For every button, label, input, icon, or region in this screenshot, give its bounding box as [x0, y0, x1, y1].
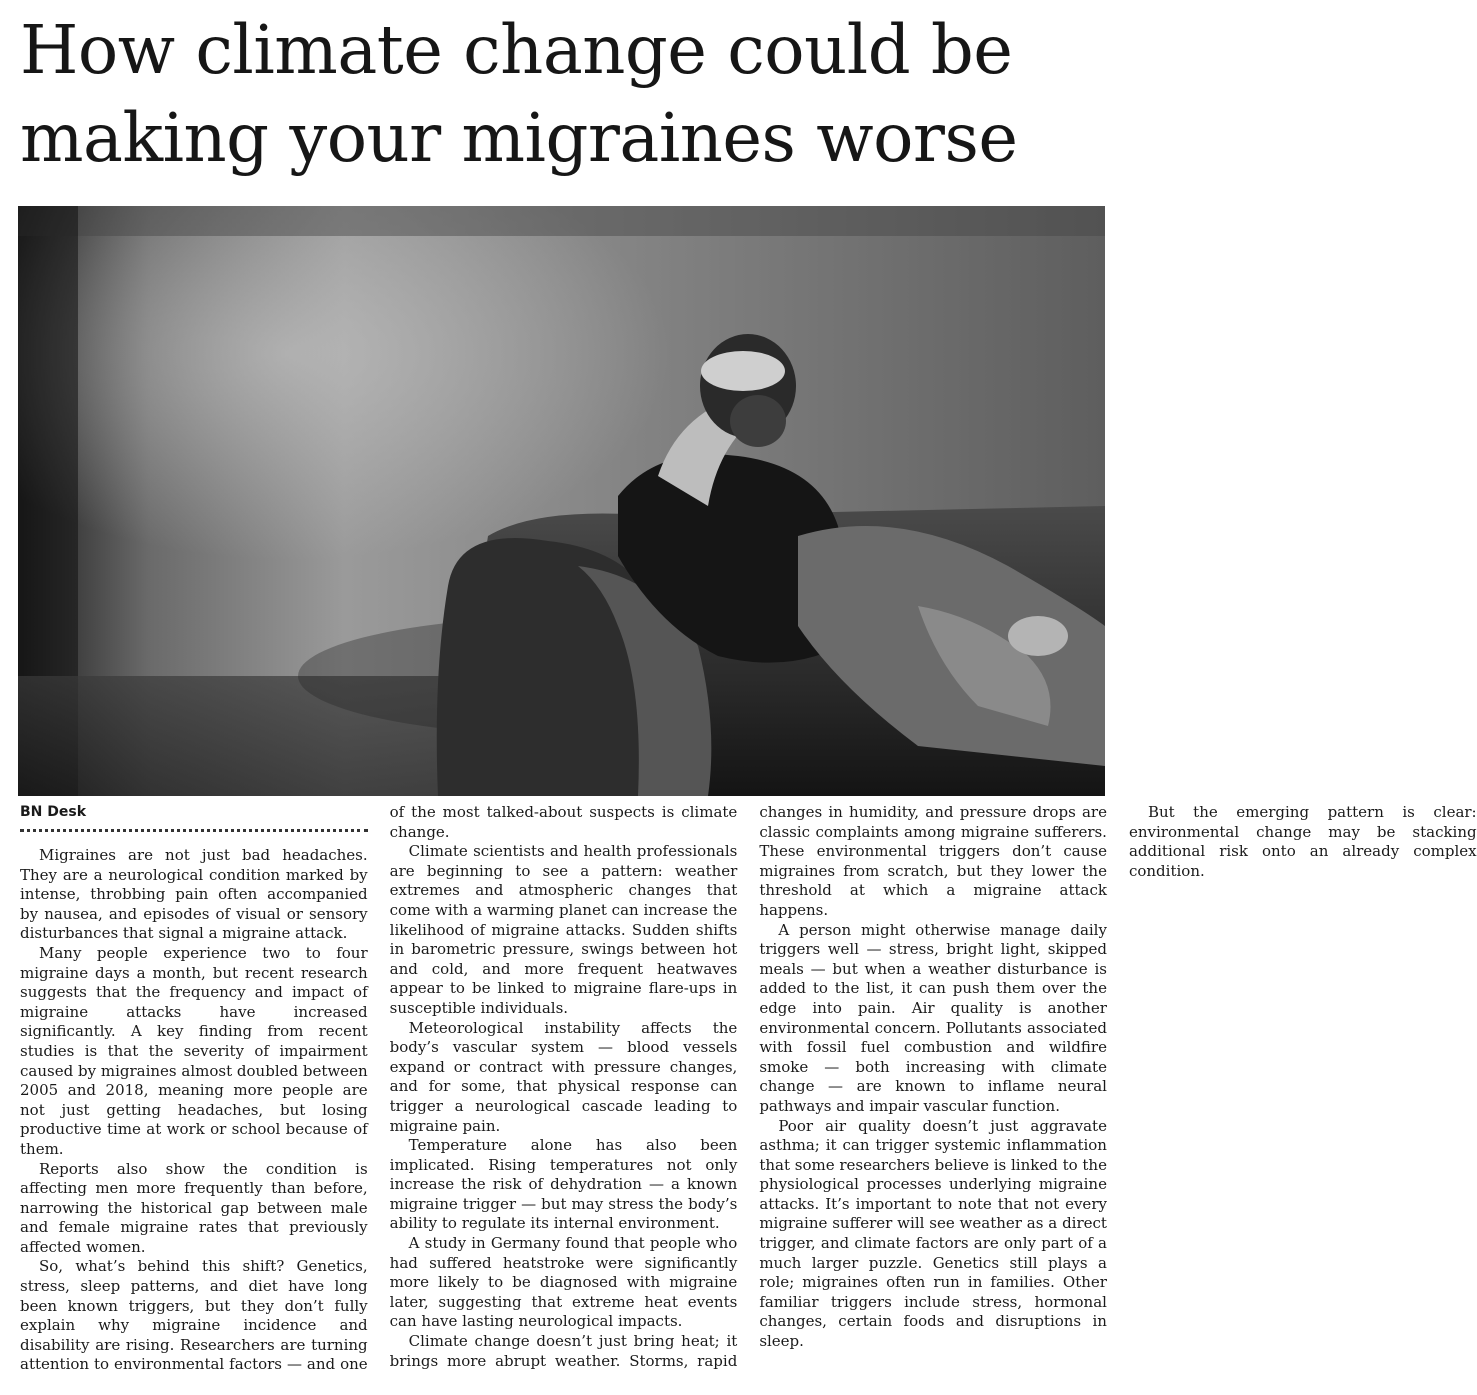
article-photo	[18, 206, 1105, 796]
headline-line-2: making your migraines worse	[20, 99, 1018, 177]
paragraph: A study in Germany found that people who had suffered heatstroke were significantly more likely to be diagnosed with migraine later, suggesting that extreme heat events can have lasting neurological impacts.	[389, 1234, 738, 1331]
paragraph: Reports also show the condition is affecting men more frequently than before, narrowing the historical gap between male and female migraine rates that previously affected women.	[20, 1159, 368, 1256]
paragraph: Climate change doesn’t just bring heat; it brings more abrupt weather. Storms, rapid changes in humidity, and pressure drops are classic complaints among migraine sufferers. These environmental triggers don’t cause migraines from scratch, but they lower the threshold at which a migraine attack happens.	[389, 803, 1107, 1370]
article-body	[20, 803, 1477, 1388]
man-with-headache-on-sofa-photo	[18, 206, 1105, 796]
paragraph: Migraines are not just bad headaches. They are a neurological condition marked by intense, throbbing pain often accompanied by nausea, and episodes of visual or sensory disturbances that signal a migraine attack.	[20, 846, 368, 943]
paragraph: But the emerging pattern is clear: environmental change may be stacking additional risk onto an already complex condition.	[1128, 803, 1477, 880]
paragraph: Climate scientists and health professionals are beginning to see a pattern: weather extremes and atmospheric changes that come with a warming planet can increase the likelihood of migraine attacks. Sudden shifts in barometric pressure, swings between hot and cold, and more frequent heatwaves appear to be linked to migraine flare-ups in susceptible individuals.	[389, 842, 738, 1017]
paragraph: So, what’s behind this shift? Genetics, stress, sleep patterns, and diet have long been known triggers, but they don’t fully explain why migraine incidence and disability are rising. Researchers are turning attention to environmental factors — and one of the most talked-about suspects is climate change.	[20, 803, 738, 1374]
paragraph: A person might otherwise manage daily triggers well — stress, bright light, skipped meals — but when a weather disturbance is added to the list, it can push them over the edge into pain. Air quality is another environmental concern. Pollutants associated with fossil fuel combustion and wildfire smoke — both increasing with climate change — are known to inflame neural pathways and impair vascular function.	[759, 920, 1107, 1115]
byline: BN Desk	[20, 804, 87, 820]
paragraph: Meteorological instability affects the body’s vascular system — blood vessels expand or contract with pressure changes, and for some, that physical response can trigger a neurological cascade leading to migraine pain.	[389, 1018, 738, 1135]
paragraph: Poor air quality doesn’t just aggravate asthma; it can trigger systemic inflammation that some researchers believe is linked to the physiological processes underlying migraine attacks. It’s important to note that not every migraine sufferer will see weather as a direct trigger, and climate factors are only part of a much larger puzzle. Genetics still plays a role; migraines often run in families. Other familiar triggers include stress, hormonal changes, certain foods and disruptions in sleep.	[759, 1116, 1107, 1351]
headline-line-1: How climate change could be	[20, 11, 1013, 89]
paragraph: Many people experience two to four migraine days a month, but recent research suggests that the frequency and impact of migraine attacks have increased significantly. A key finding from recent studies is that the severity of impairment caused by migraines almost doubled between 2005 and 2018, meaning more people are not just getting headaches, but losing productive time at work or school because of them.	[20, 943, 368, 1158]
paragraph: Temperature alone has also been implicated. Rising temperatures not only increase the risk of dehydration — a known migraine trigger — but may stress the body’s ability to regulate its internal environment.	[389, 1136, 738, 1233]
article-headline	[20, 6, 1105, 182]
byline-divider	[20, 827, 368, 832]
